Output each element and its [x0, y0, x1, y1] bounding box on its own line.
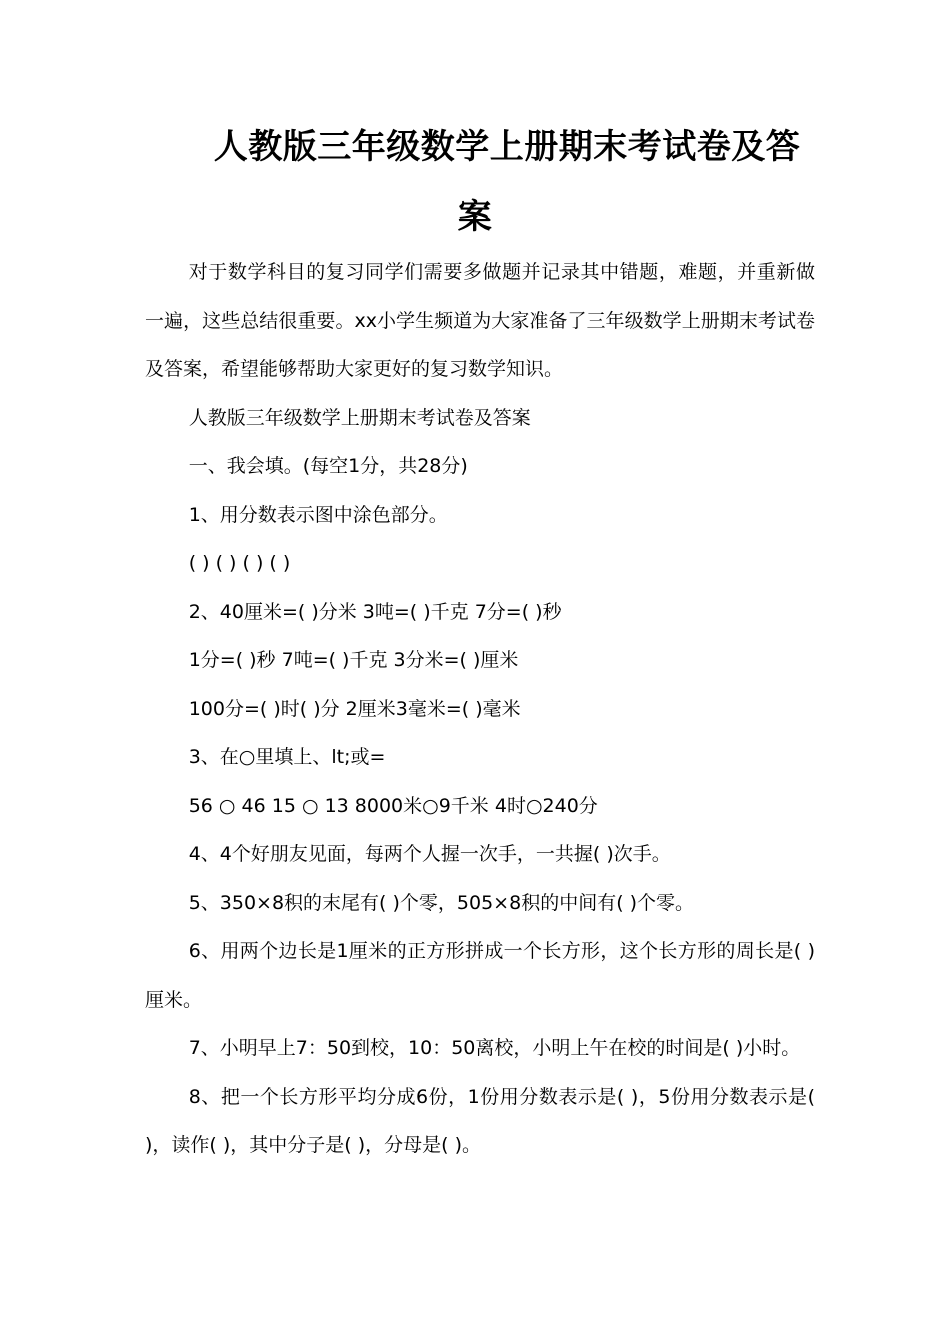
question-2-line-3: 100分=( )时( )分 2厘米3毫米=( )毫米: [188, 697, 521, 720]
intro-paragraph: 对于数学科目的复习同学们需要多做题并记录其中错题，难题，并重新做一遍，这些总结很重要。xx小学生频道为大家准备了三年级数学上册期末考试卷及答案，希望能够帮助大家更好的复习数学知识。: [145, 261, 815, 380]
question-8: 8、把一个长方形平均分成6份，1份用分数表示是( )，5份用分数表示是( )，读作( )，其中分子是( )，分母是( )。: [145, 1085, 815, 1156]
question-3: 3、在○里填上、lt;或=: [188, 746, 386, 768]
title-line-1: 人教版三年级数学上册期末考试卷及答: [213, 127, 801, 167]
title-line-2: 案: [457, 197, 493, 237]
question-5: 5、350×8积的末尾有( )个零，505×8积的中间有( )个零。: [188, 891, 695, 914]
document-title: [0, 112, 950, 252]
question-6: 6、用两个边长是1厘米的正方形拼成一个长方形，这个长方形的周长是( )厘米。: [145, 940, 815, 1011]
question-1: 1、用分数表示图中涂色部分。: [188, 503, 448, 526]
document-body: [145, 248, 815, 1170]
question-2-line-2: 1分=( )秒 7吨=( )千克 3分米=( )厘米: [188, 649, 519, 671]
question-1-blanks: ( ) ( ) ( ) ( ): [188, 552, 291, 574]
question-3-items: 56 ○ 46 15 ○ 13 8000米○9千米 4时○240分: [188, 794, 598, 817]
question-7: 7、小明早上7：50到校，10：50离校，小明上午在校的时间是( )小时。: [188, 1037, 801, 1059]
question-2-line-1: 2、40厘米=( )分米 3吨=( )千克 7分=( )秒: [188, 600, 562, 623]
part-one-heading: 一、我会填。(每空1分，共28分): [188, 455, 468, 477]
question-4: 4、4个好朋友见面，每两个人握一次手，一共握( )次手。: [188, 843, 671, 865]
section-title: 人教版三年级数学上册期末考试卷及答案: [188, 406, 531, 429]
